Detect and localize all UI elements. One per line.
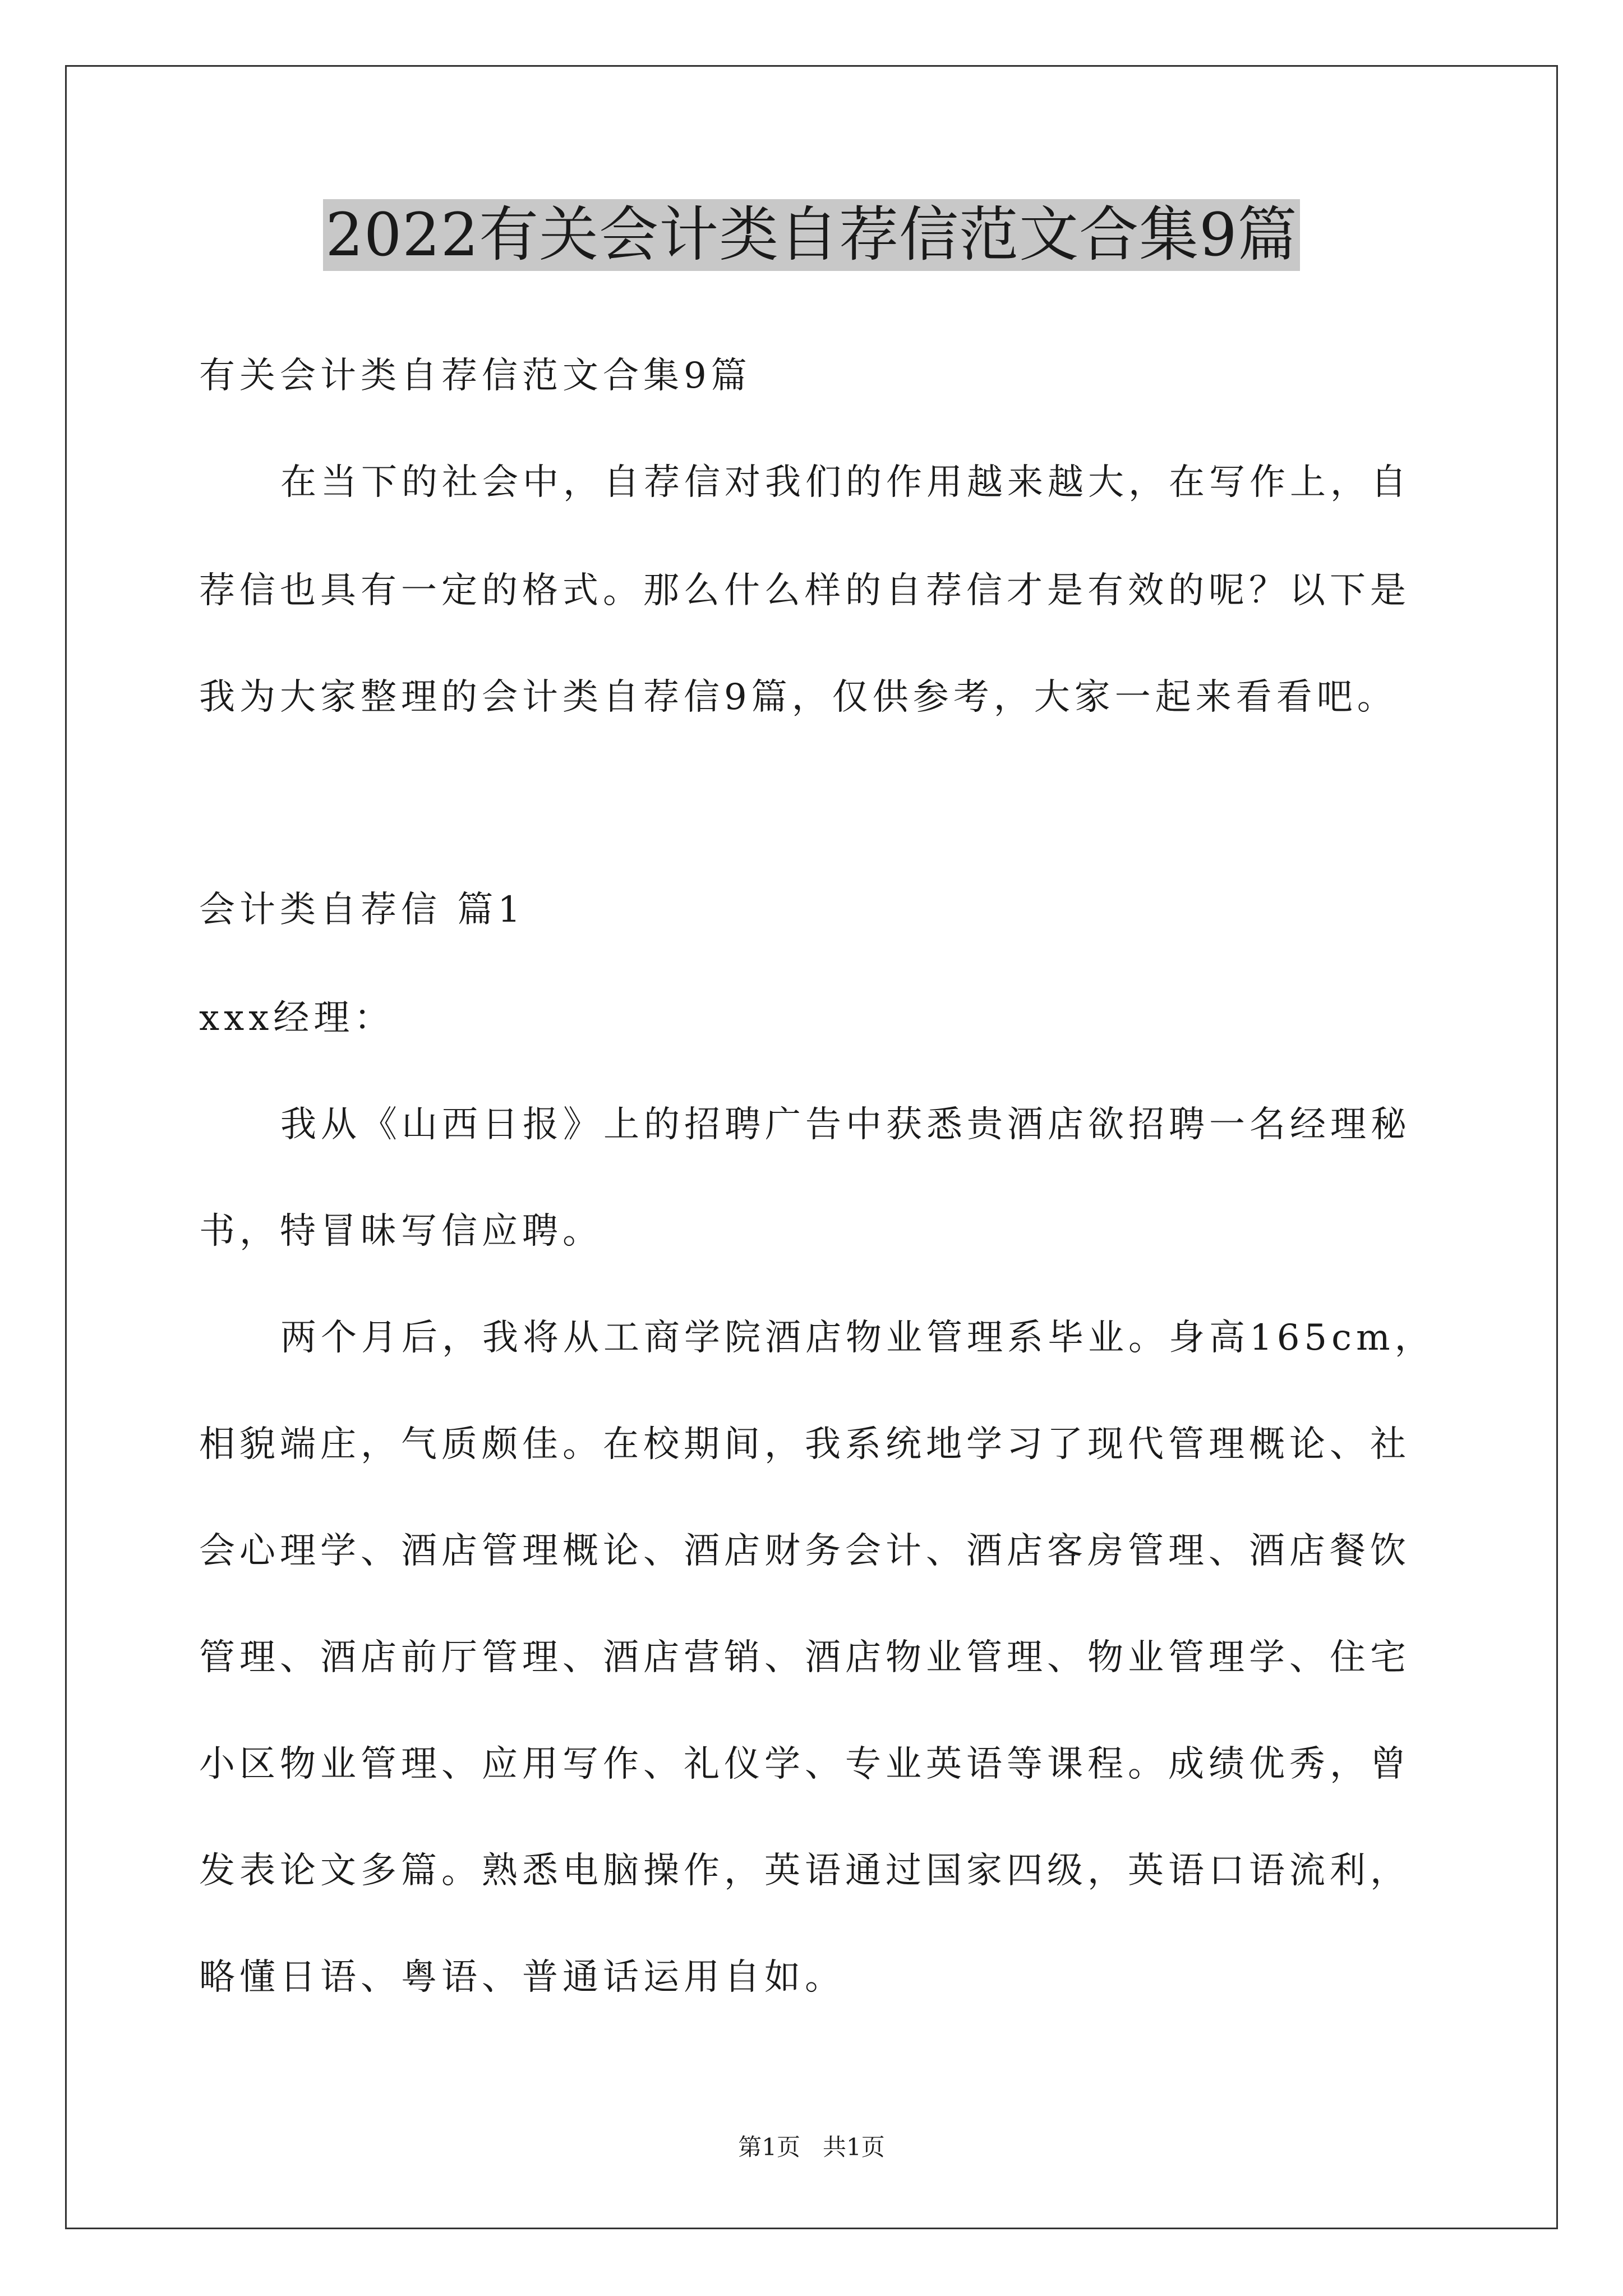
intro-line-1: 在当下的社会中，自荐信对我们的作用越来越大，在写作上，自	[280, 462, 1411, 503]
document-title: 2022有关会计类自荐信范文合集9篇	[323, 199, 1299, 271]
para2-line-4: 管理、酒店前厅管理、酒店营销、酒店物业管理、物业管理学、住宅	[199, 1637, 1410, 1678]
para2-line-1: 两个月后，我将从工商学院酒店物业管理系毕业。身高165cm，	[280, 1317, 1435, 1359]
document-subtitle: 有关会计类自荐信范文合集9篇	[199, 355, 751, 397]
para2-line-6: 发表论文多篇。熟悉电脑操作，英语通过国家四级，英语口语流利，	[199, 1850, 1410, 1892]
page-number-total: 共1页	[823, 2133, 885, 2161]
salutation: xxx经理：	[199, 997, 395, 1039]
para2-line-3: 会心理学、酒店管理概论、酒店财务会计、酒店客房管理、酒店餐饮	[199, 1530, 1410, 1572]
para2-line-7: 略懂日语、粤语、普通话运用自如。	[199, 1957, 845, 1998]
page-footer	[0, 2132, 1623, 2163]
section-heading: 会计类自荐信 篇1	[199, 889, 525, 931]
para1-line-1: 我从《山西日报》上的招聘广告中获悉贵酒店欲招聘一名经理秘	[280, 1104, 1411, 1145]
title-container	[0, 199, 1623, 271]
intro-line-3: 我为大家整理的会计类自荐信9篇，仅供参考，大家一起来看看吧。	[199, 677, 1398, 718]
intro-line-2: 荐信也具有一定的格式。那么什么样的自荐信才是有效的呢？以下是	[199, 570, 1410, 611]
para1-line-2: 书，特冒昧写信应聘。	[199, 1211, 603, 1252]
para2-line-5: 小区物业管理、应用写作、礼仪学、专业英语等课程。成绩优秀，曾	[199, 1743, 1410, 1785]
para2-line-2: 相貌端庄，气质颇佳。在校期间，我系统地学习了现代管理概论、社	[199, 1424, 1410, 1465]
page-number-current: 第1页	[738, 2133, 800, 2161]
